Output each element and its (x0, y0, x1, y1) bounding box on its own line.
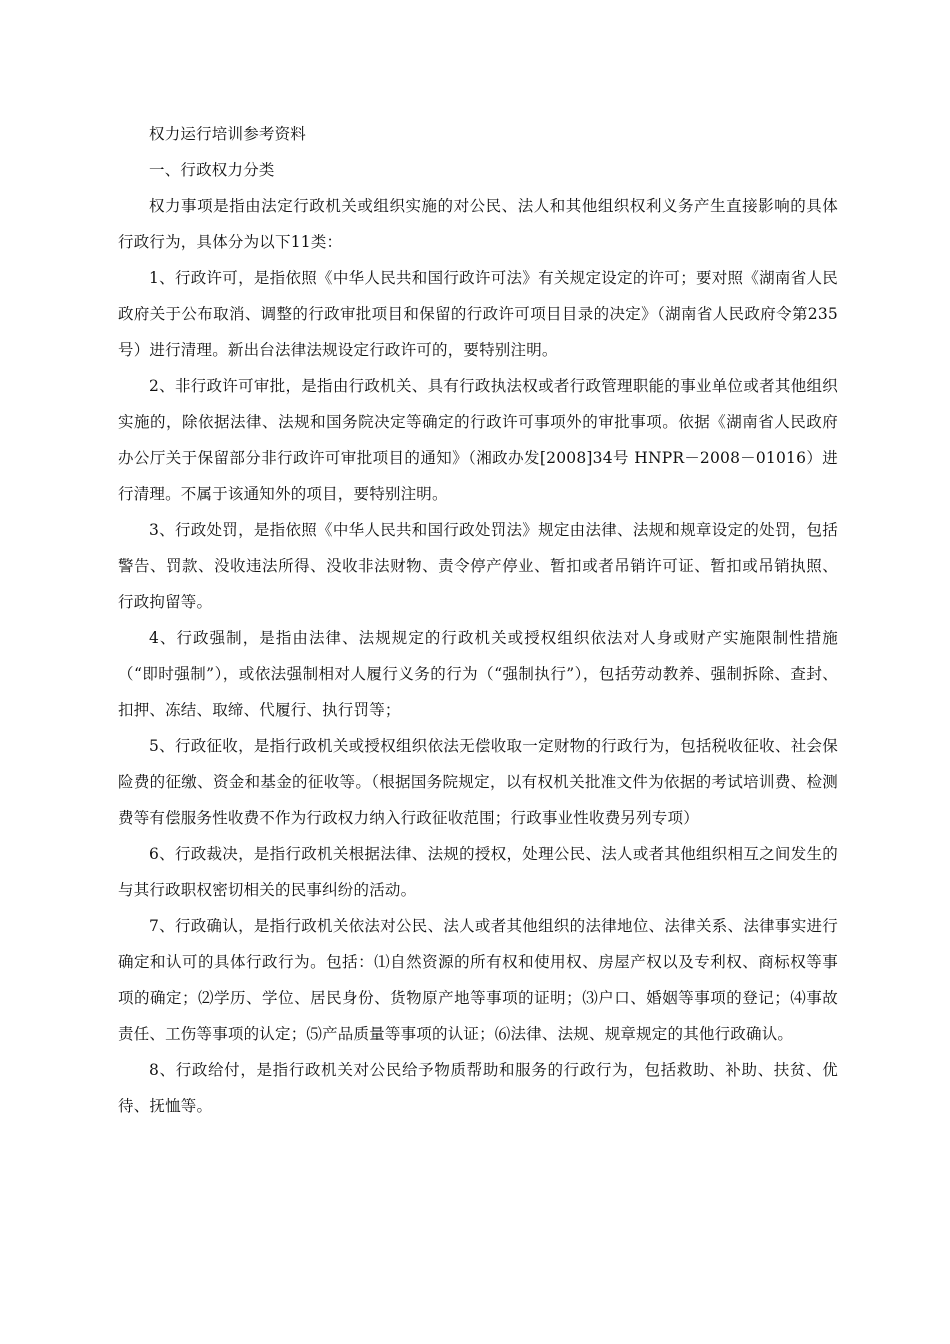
item-paragraph-1: 1、行政许可，是指依照《中华人民共和国行政许可法》有关规定设定的许可；要对照《湖南省人民政府关于公布取消、调整的行政审批项目和保留的行政许可项目目录的决定》（湖南省人民政府令第235号）进行清理。新出台法律法规设定行政许可的，要特别注明。 (118, 269, 838, 359)
item-paragraph-5: 5、行政征收，是指行政机关或授权组织依法无偿收取一定财物的行政行为，包括税收征收、社会保险费的征缴、资金和基金的征收等。（根据国务院规定，以有权机关批准文件为依据的考试培训费、检测费等有偿服务性收费不作为行政权力纳入行政征收范围；行政事业性收费另列专项） (118, 737, 838, 827)
item-paragraph-8: 8、行政给付，是指行政机关对公民给予物质帮助和服务的行政行为，包括救助、补助、扶贫、优待、抚恤等。 (118, 1061, 838, 1115)
item-paragraph-4: 4、行政强制，是指由法律、法规规定的行政机关或授权组织依法对人身或财产实施限制性措施（“即时强制”），或依法强制相对人履行义务的行为（“强制执行”），包括劳动教养、强制拆除、查封、扣押、冻结、取缔、代履行、执行罚等； (118, 629, 838, 719)
document-page (118, 116, 838, 1124)
item-paragraph-6: 6、行政裁决，是指行政机关根据法律、法规的授权，处理公民、法人或者其他组织相互之间发生的与其行政职权密切相关的民事纠纷的活动。 (118, 845, 838, 899)
intro-paragraph: 权力事项是指由法定行政机关或组织实施的对公民、法人和其他组织权利义务产生直接影响的具体行政行为，具体分为以下11类： (118, 197, 838, 251)
document-title: 权力运行培训参考资料 (149, 125, 307, 143)
item-paragraph-2: 2、非行政许可审批，是指由行政机关、具有行政执法权或者行政管理职能的事业单位或者其他组织实施的，除依据法律、法规和国务院决定等确定的行政许可事项外的审批事项。依据《湖南省人民政府办公厅关于保留部分非行政许可审批项目的通知》（湘政办发[2008]34号 HNPR－2008－01016）进行清理。不属于该通知外的项目，要特别注明。 (118, 377, 838, 503)
section-heading: 一、行政权力分类 (149, 161, 275, 179)
item-paragraph-3: 3、行政处罚，是指依照《中华人民共和国行政处罚法》规定由法律、法规和规章设定的处罚，包括警告、罚款、没收违法所得、没收非法财物、责令停产停业、暂扣或者吊销许可证、暂扣或吊销执照、行政拘留等。 (118, 521, 838, 611)
item-paragraph-7: 7、行政确认，是指行政机关依法对公民、法人或者其他组织的法律地位、法律关系、法律事实进行确定和认可的具体行政行为。包括：⑴自然资源的所有权和使用权、房屋产权以及专利权、商标权等事项的确定；⑵学历、学位、居民身份、货物原产地等事项的证明；⑶户口、婚姻等事项的登记；⑷事故责任、工伤等事项的认定；⑸产品质量等事项的认证；⑹法律、法规、规章规定的其他行政确认。 (118, 917, 838, 1043)
